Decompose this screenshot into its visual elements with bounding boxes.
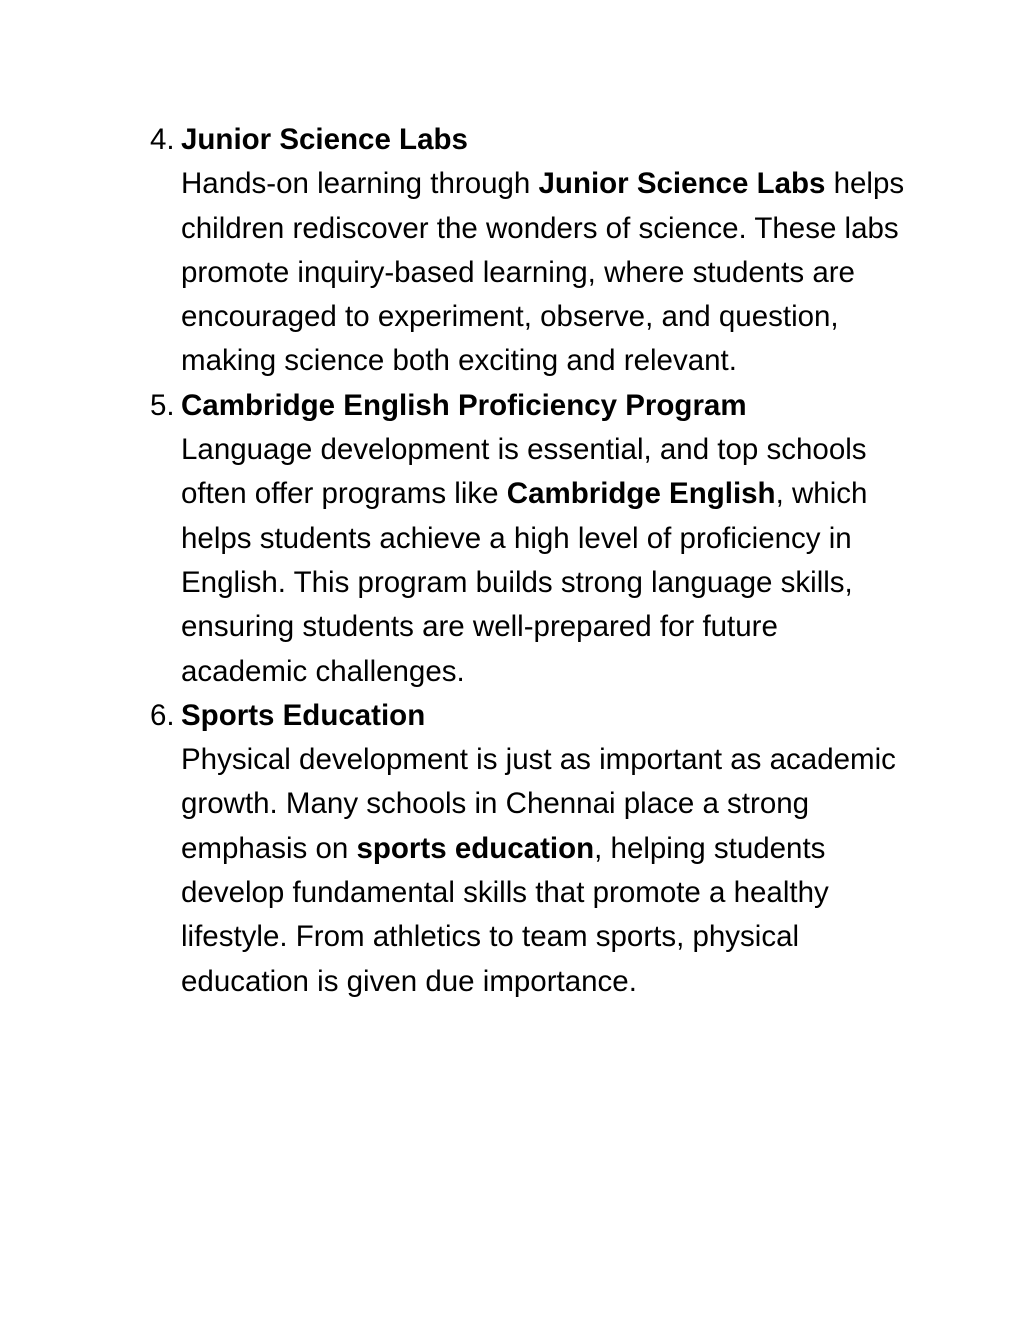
paragraph-bold-text: sports education [356, 831, 595, 865]
list-item-heading: Cambridge English Proficiency Program [181, 388, 747, 422]
list-item-junior-science-labs [150, 118, 910, 384]
list-item-paragraph [181, 428, 910, 694]
paragraph-bold-text: Junior Science Labs [538, 167, 826, 201]
paragraph-text: Hands-on learning through [181, 167, 539, 201]
paragraph-text: helps children rediscover the wonders of science. These labs promote inquiry-based learning, where students are encouraged to experiment, observe, and question, making science both exciting and relevant. [181, 167, 905, 378]
paragraph-text: , helping students develop fundamental skills that promote a healthy lifestyle. From athletics to team sports, physical education is given due importance. [181, 831, 829, 998]
paragraph-text: , which helps students achieve a high level of proficiency in English. This program builds strong language skills, ensuring students are well-prepared for future academic challenges. [181, 477, 868, 688]
list-item-body [181, 694, 910, 1004]
list-item-heading: Sports Education [181, 698, 426, 732]
paragraph-bold-text: Cambridge English [506, 477, 776, 511]
numbered-list [150, 118, 910, 1004]
list-item-number: 6. [150, 698, 175, 732]
list-item-number: 4. [150, 123, 175, 156]
list-item-paragraph [181, 162, 910, 383]
list-item-cambridge-english [150, 384, 910, 694]
list-item-number: 5. [150, 388, 175, 422]
list-item-heading: Junior Science Labs [181, 123, 468, 156]
list-item-body [181, 384, 910, 694]
list-item-body [181, 118, 910, 384]
paragraph-text: Physical development is just as important as academic growth. Many schools in Chennai place a strong emphasis on [181, 743, 896, 865]
paragraph-text: Language development is essential, and top schools often offer programs like [181, 433, 867, 511]
list-item-sports-education [150, 694, 910, 1004]
list-item-paragraph [181, 738, 910, 1004]
